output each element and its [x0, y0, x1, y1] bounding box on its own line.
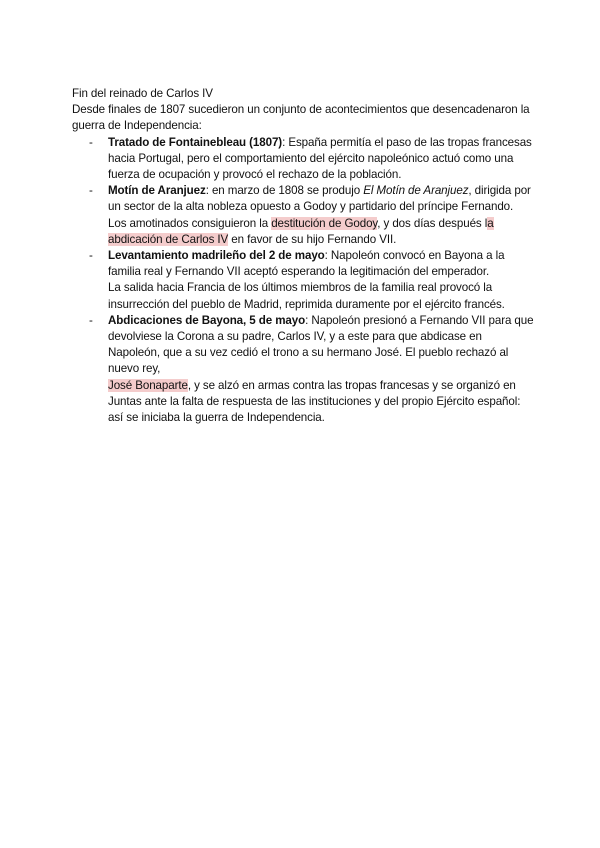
- item-paragraph-2: La salida hacia Francia de los últimos miembros de la familia real provocó la insurrección del pueblo de Madrid, reprimida duramente por el ejército francés.: [108, 281, 505, 311]
- item-heading: Motín de Aranjuez: [108, 184, 206, 198]
- item-italic-text: El Motín de Aranjuez: [363, 184, 469, 198]
- item-text: : España permitía el paso de las tropas francesas hacia Portugal, pero el comportamiento del ejército napoleónico actuó como una fuerza de ocupación y provocó el rechazo de la población.: [108, 135, 532, 182]
- item-heading: Abdicaciones de Bayona, 5 de mayo: [108, 313, 306, 327]
- list-item-bayona: [72, 313, 534, 426]
- list-item-levantamiento: [72, 248, 534, 313]
- highlight-abdicacion: a abdicación de Carlos IV: [108, 216, 494, 246]
- item-heading: Levantamiento madrileño del 2 de mayo: [108, 249, 325, 263]
- item-paragraph-4: así se iniciaba la guerra de Independencia.: [108, 411, 325, 425]
- item-text: , y se alzó en armas contra las tropas francesas y se organizó en: [187, 378, 516, 392]
- events-list: [72, 135, 534, 427]
- item-text: : Napoleón convocó en Bayona a la familia real y Fernando VII aceptó esperando la legitimación del emperador.: [108, 249, 505, 279]
- list-item-aranjuez: [72, 183, 534, 248]
- document-title: Fin del reinado de Carlos IV: [72, 87, 213, 100]
- highlight-godoy: destitución de Godoy: [271, 216, 378, 230]
- item-text: , y dos días después l: [377, 216, 488, 230]
- item-paragraph: [108, 135, 534, 184]
- highlight-jose-bonaparte: José Bonaparte: [108, 378, 188, 392]
- item-text: , dirigida por un sector de la alta nobleza opuesto a Godoy y partidario del príncipe Fernando. Los amotinados consiguieron la: [108, 184, 531, 230]
- item-paragraph: [108, 313, 534, 378]
- item-heading: Tratado de Fontainebleau (1807): [108, 135, 283, 149]
- item-text: : en marzo de 1808 se produjo: [205, 184, 364, 198]
- bullet-dash: -: [89, 249, 93, 263]
- bullet-dash: -: [89, 184, 93, 198]
- bullet-dash: -: [89, 313, 93, 327]
- item-paragraph: [108, 183, 534, 248]
- item-paragraph-2: [108, 378, 534, 394]
- list-item-fontainebleau: [72, 135, 534, 184]
- item-paragraph-3: Juntas ante la falta de respuesta de las instituciones y del propio Ejército español:: [108, 394, 521, 408]
- bullet-dash: -: [89, 135, 93, 149]
- intro-paragraph: Desde finales de 1807 sucedieron un conjunto de acontecimientos que desencadenaron la guerra de Independencia:: [72, 103, 530, 133]
- item-text: : Napoleón presionó a Fernando VII para que devolviese la Corona a su padre, Carlos IV, y a este para que abdicase en Napoleón, que a su vez cedió el trono a su hermano José. El pueblo rechazó al nuevo rey,: [108, 313, 534, 376]
- document-body: [72, 86, 534, 426]
- item-text: en favor de su hijo Fernando VII.: [228, 232, 397, 246]
- item-paragraph: [108, 248, 534, 280]
